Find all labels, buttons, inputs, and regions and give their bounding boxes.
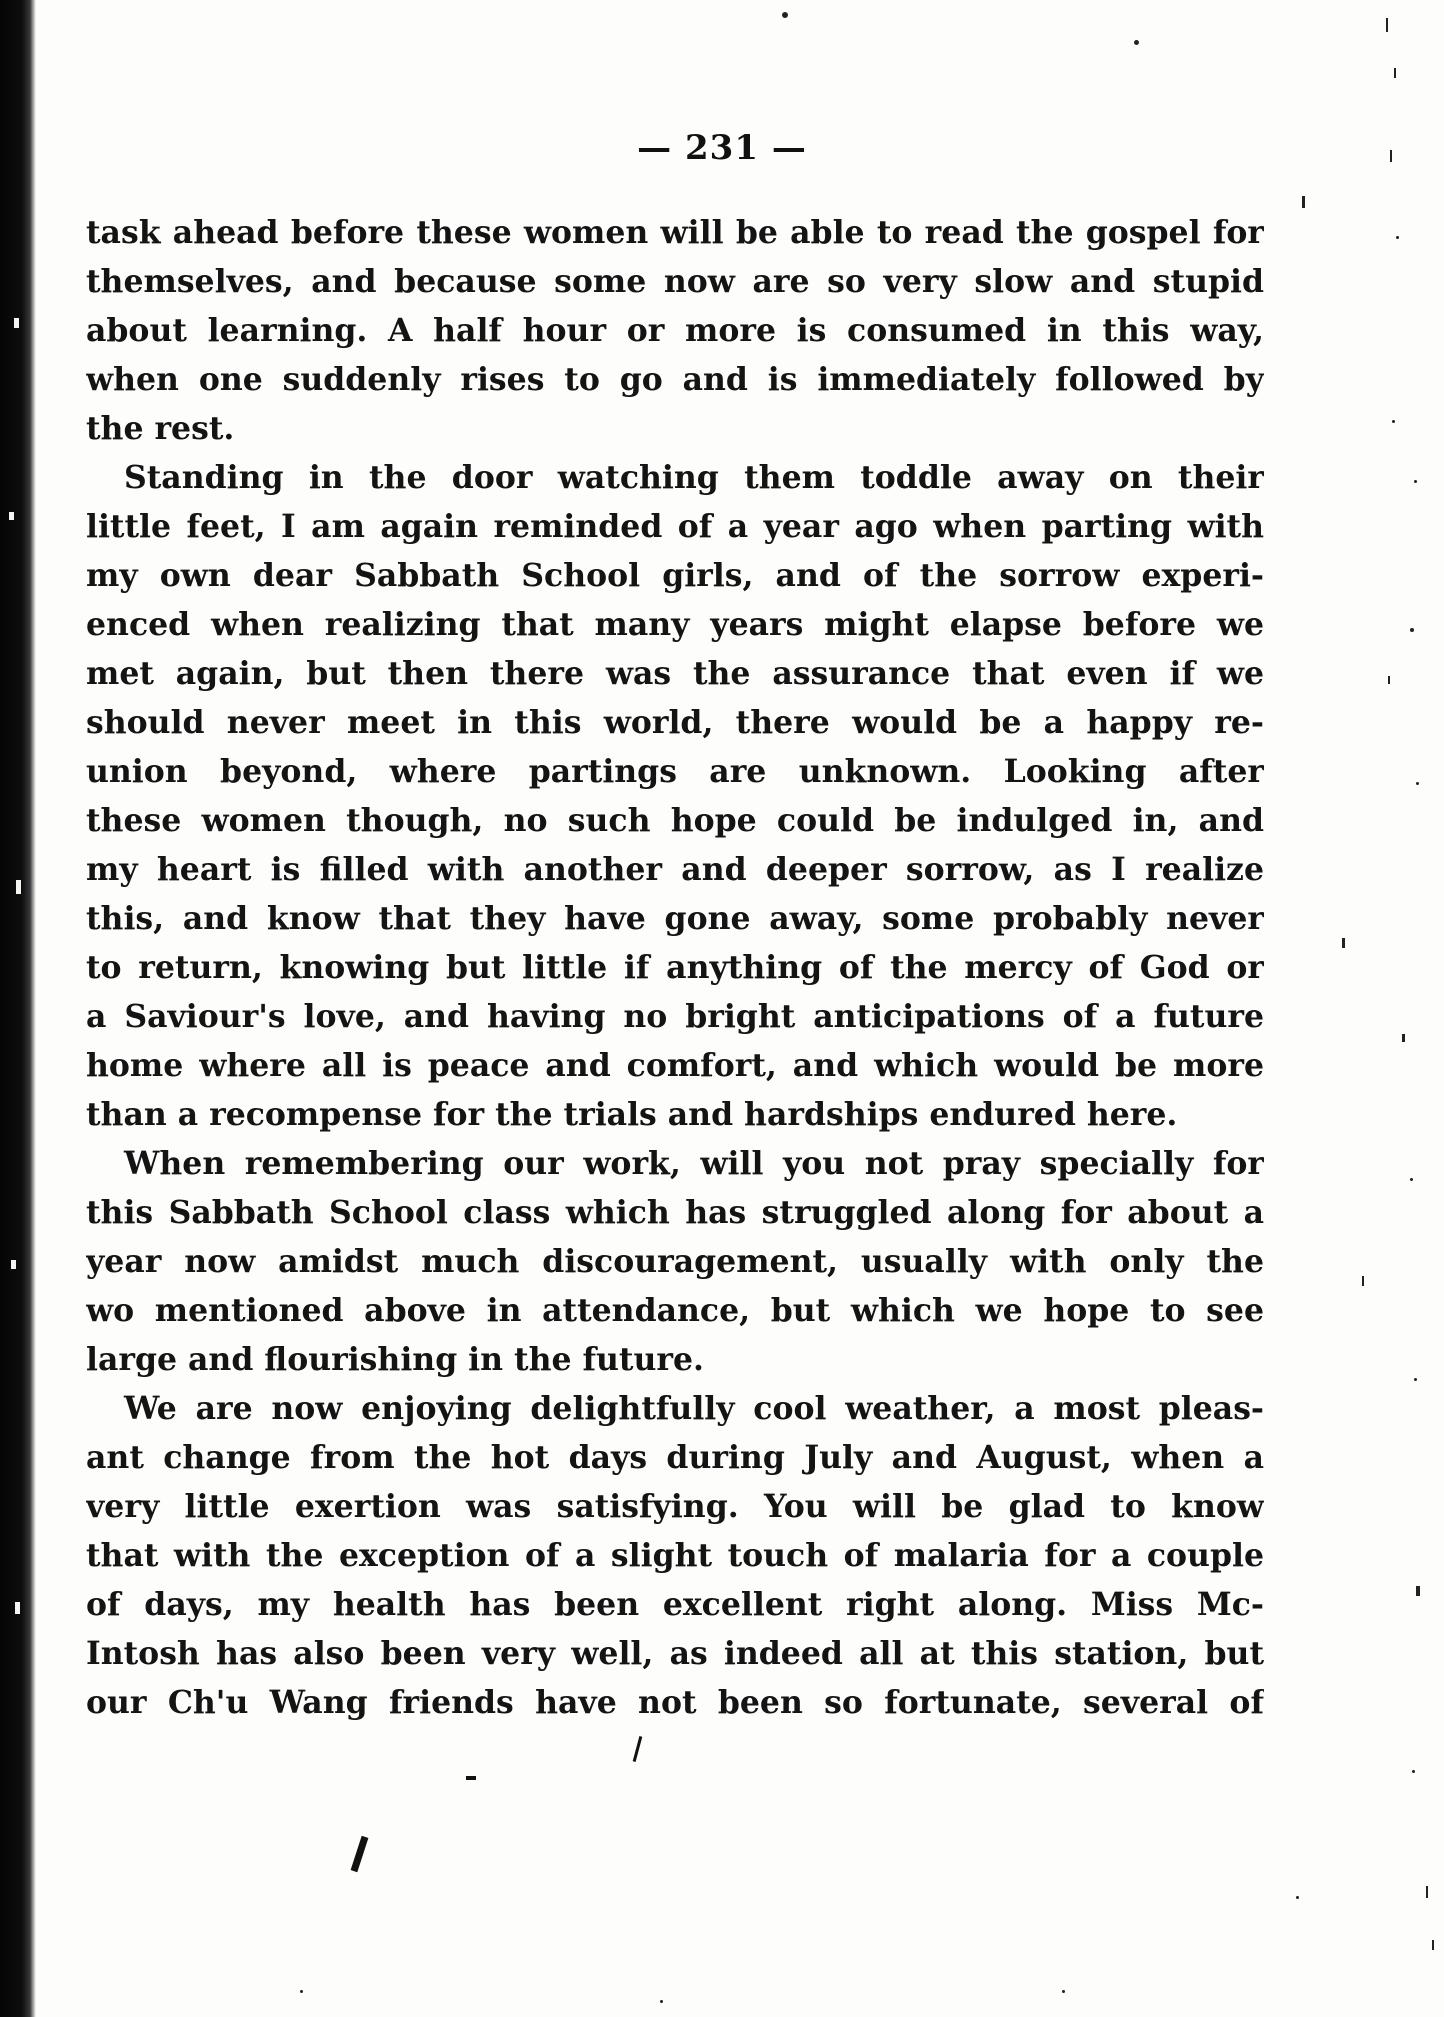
binding-speck <box>9 512 14 520</box>
text-line: than a recompense for the trials and hardships endured here. <box>86 1096 1178 1133</box>
text-line: large and flourishing in the future. <box>86 1341 704 1378</box>
margin-dot <box>1410 628 1414 632</box>
text-line: the rest. <box>86 410 235 447</box>
text-line: to return, knowing but little if anything of the mercy of God or <box>86 949 1264 986</box>
margin-dot <box>1426 1886 1428 1898</box>
page-number: — 231 — <box>637 128 807 168</box>
margin-dot <box>1302 196 1305 208</box>
margin-dot <box>1416 1586 1420 1596</box>
text-line: little feet, I am again reminded of a year ago when parting with <box>86 508 1264 545</box>
margin-dot <box>1416 782 1419 785</box>
ink-mark <box>633 1736 643 1762</box>
binding-edge <box>0 0 36 2017</box>
text-line: year now amidst much discouragement, usually with only the <box>86 1243 1264 1280</box>
margin-dot <box>1412 1770 1415 1773</box>
text-line: this Sabbath School class which has struggled along for about a <box>86 1194 1264 1231</box>
margin-dot <box>1342 938 1345 948</box>
text-line: enced when realizing that many years might elapse before we <box>86 606 1264 643</box>
text-line: about learning. A half hour or more is consumed in this way, <box>86 312 1264 349</box>
text-line: this, and know that they have gone away, some probably never <box>86 900 1264 937</box>
margin-dot <box>1414 1378 1417 1381</box>
text-line: that with the exception of a slight touch of malaria for a couple <box>86 1537 1264 1574</box>
margin-dot <box>300 1990 303 1993</box>
text-line: our Ch'u Wang friends have not been so fortunate, several of <box>86 1684 1264 1721</box>
body-text <box>86 208 1264 1727</box>
text-line: We are now enjoying delightfully cool weather, a most pleas- <box>124 1390 1264 1427</box>
margin-dot <box>660 2000 663 2003</box>
margin-dot <box>1402 1034 1405 1042</box>
margin-dot <box>1388 676 1390 684</box>
text-line: these women though, no such hope could be indulged in, and <box>86 802 1264 839</box>
margin-dot <box>1392 420 1395 423</box>
text-line: When remembering our work, will you not pray specially for <box>124 1145 1264 1182</box>
margin-dot <box>1432 1940 1434 1950</box>
margin-dot <box>1396 236 1399 239</box>
binding-speck <box>15 1602 20 1614</box>
binding-speck <box>14 318 19 328</box>
text-line: union beyond, where partings are unknown. Looking after <box>86 753 1264 790</box>
margin-dot <box>1410 1178 1413 1181</box>
margin-dot <box>782 12 788 18</box>
text-line: met again, but then there was the assurance that even if we <box>86 655 1264 692</box>
text-line: themselves, and because some now are so very slow and stupid <box>86 263 1264 300</box>
binding-speck <box>11 1260 16 1269</box>
margin-dot <box>1062 1990 1065 1993</box>
text-line: home where all is peace and comfort, and which would be more <box>86 1047 1264 1084</box>
margin-dot <box>1134 40 1139 45</box>
text-line: my heart is filled with another and deeper sorrow, as I realize <box>86 851 1264 888</box>
text-line: of days, my health has been excellent right along. Miss Mc- <box>86 1586 1264 1623</box>
text-line: a Saviour's love, and having no bright anticipations of a future <box>86 998 1264 1035</box>
ink-mark <box>466 1776 476 1780</box>
text-line: wo mentioned above in attendance, but which we hope to see <box>86 1292 1264 1329</box>
margin-dot <box>1414 480 1417 483</box>
ink-mark <box>351 1836 369 1872</box>
text-line: Intosh has also been very well, as indeed all at this station, but <box>86 1635 1264 1672</box>
text-line: my own dear Sabbath School girls, and of the sorrow experi- <box>86 557 1264 594</box>
text-line: ant change from the hot days during July and August, when a <box>86 1439 1264 1476</box>
text-line: Standing in the door watching them toddle away on their <box>124 459 1264 496</box>
text-line: when one suddenly rises to go and is immediately followed by <box>86 361 1264 398</box>
text-line: task ahead before these women will be able to read the gospel for <box>86 214 1264 251</box>
text-line: should never meet in this world, there would be a happy re- <box>86 704 1264 741</box>
margin-dot <box>1386 18 1388 32</box>
margin-dot <box>1362 1276 1364 1286</box>
margin-dot <box>1296 1896 1299 1899</box>
margin-dot <box>1394 68 1396 78</box>
text-line: very little exertion was satisfying. You will be glad to know <box>86 1488 1264 1525</box>
binding-speck <box>16 880 21 894</box>
